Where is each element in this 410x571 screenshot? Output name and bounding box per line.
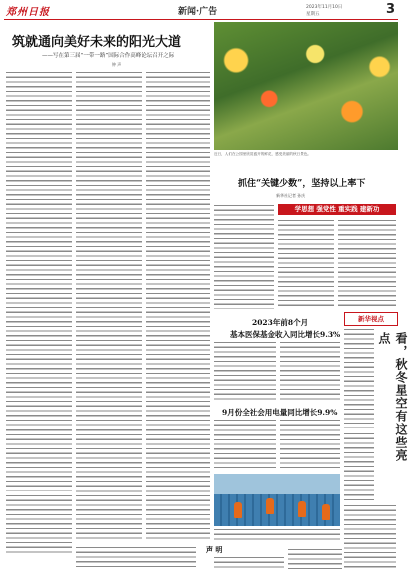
article4-column-2	[280, 419, 340, 471]
article1-byline: 钟 声	[112, 62, 122, 67]
article2-headline: 抓住“关键少数”，坚持以上率下	[238, 179, 366, 189]
article1-column-3	[146, 71, 210, 541]
article3-subhead: 基本医保基金收入同比增长9.3%	[230, 330, 341, 339]
article2-column-2	[278, 219, 334, 309]
worker-figure	[322, 504, 330, 520]
power-workers-photo	[214, 474, 340, 526]
notice-body-1	[214, 556, 284, 569]
notice-body-3	[344, 504, 396, 569]
notice-body-2	[288, 548, 342, 569]
article4-column-1	[214, 419, 276, 471]
article1-end-column	[76, 546, 196, 568]
worker-figure	[266, 498, 274, 514]
worker-figure	[234, 502, 242, 518]
notice-title: 声 明	[206, 545, 223, 554]
page-number: 3	[386, 2, 396, 17]
issue-date: 2023年11月10日	[306, 5, 343, 10]
article1-column-1	[6, 71, 72, 491]
section-title: 新闻·广告	[178, 7, 218, 17]
flower-park-photo	[214, 22, 398, 150]
article1-headline: 筑就通向美好未来的阳光大道	[12, 35, 182, 50]
sidebar-vertical-headline: 看，秋冬星空有这些亮点	[377, 332, 408, 462]
sidebar-column-2	[344, 432, 374, 500]
article2-column-1	[214, 204, 274, 309]
article3-headline: 2023年前8个月	[252, 318, 309, 327]
newspaper-logo: 郑州日报	[6, 7, 50, 18]
photo2-caption	[214, 528, 340, 542]
issue-weekday: 星期五	[306, 12, 320, 17]
header-rule	[4, 19, 398, 20]
article1-subhead: ——写在第三届“一带一路”国际合作高峰论坛召开之际	[42, 53, 175, 59]
article2-column-3	[338, 219, 396, 309]
sidebar-column	[344, 328, 374, 428]
photo1-caption: 近日，人们在公园里欣赏盛开的鲜花，感受美丽的秋日景色。	[214, 152, 312, 156]
article2-byline: 新华社记者 孙庆	[276, 193, 306, 198]
worker-figure	[298, 501, 306, 517]
sidebar-title: 新华视点	[344, 312, 398, 326]
article4-headline: 9月份全社会用电量同比增长9.9%	[222, 408, 338, 417]
article3-column-2	[280, 341, 340, 401]
article3-column-1	[214, 341, 276, 401]
article1-column-2	[76, 71, 142, 541]
article1-column-1b	[6, 494, 72, 554]
theme-red-banner: 学思想 强党性 重实践 建新功	[278, 204, 396, 215]
